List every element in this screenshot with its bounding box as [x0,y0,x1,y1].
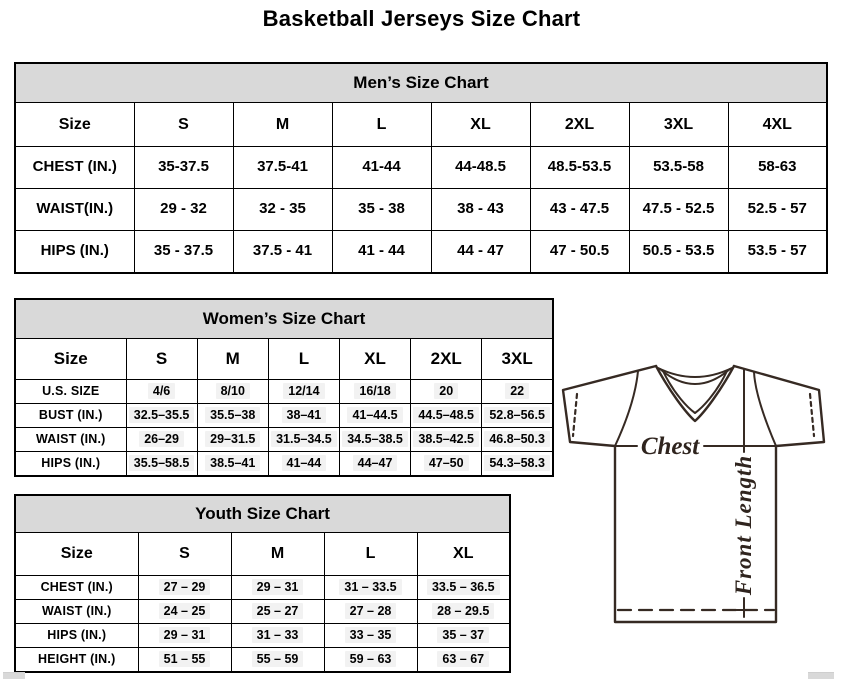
cell-value: 29 – 31 [252,579,304,595]
cell-value: 29–31.5 [205,431,260,447]
column-header: L [268,339,339,380]
page-title: Basketball Jerseys Size Chart [262,6,581,31]
cell: 50.5 - 53.5 [629,231,728,274]
cell-value: 33 – 35 [345,627,397,643]
cell-value: 38.5–42.5 [413,431,479,447]
cell: 52.5 - 57 [728,189,827,231]
cell-value: 35.5–58.5 [129,455,195,471]
column-header: Size [15,533,138,576]
cell [138,600,231,624]
cell [339,404,410,428]
table-header-row [15,103,827,147]
mens-table-title: Men’s Size Chart [15,63,827,103]
column-header: 2XL [530,103,629,147]
cell [126,404,197,428]
chest-label: Chest [640,433,700,460]
mens-size-table [14,62,828,274]
table-row [15,404,553,428]
cell-value: 34.5–38.5 [342,431,408,447]
cell-value: 31 – 33 [252,627,304,643]
cell-value: 44–47 [353,455,398,471]
cell: 35-37.5 [134,147,233,189]
cell: 41-44 [332,147,431,189]
column-header: S [126,339,197,380]
cell-value: 41–44 [282,455,327,471]
row-label: HIPS (IN.) [15,624,138,648]
cell [324,600,417,624]
cell [417,648,510,673]
column-header: 3XL [482,339,553,380]
cell: 35 - 37.5 [134,231,233,274]
cell [268,452,339,477]
cell [411,380,482,404]
cell [417,576,510,600]
cell: 47 - 50.5 [530,231,629,274]
scrollbar-fragment-right [808,672,834,679]
cell [126,452,197,477]
cell-value: 16/18 [354,383,395,399]
cell-value: 59 – 63 [345,651,397,667]
row-label: WAIST(IN.) [15,189,134,231]
cell-value: 8/10 [216,383,250,399]
cell: 53.5-58 [629,147,728,189]
cell-value: 47–50 [424,455,469,471]
cell [231,576,324,600]
cell-value: 41–44.5 [347,407,402,423]
cell: 32 - 35 [233,189,332,231]
column-header: XL [417,533,510,576]
womens-size-table [14,298,554,477]
cell [231,624,324,648]
row-label: WAIST (IN.) [15,600,138,624]
cell [411,428,482,452]
table-row [15,624,510,648]
cell-value: 20 [434,383,458,399]
column-header: M [231,533,324,576]
cell [339,452,410,477]
cell-value: 27 – 28 [345,603,397,619]
jersey-armhole-left [615,371,638,446]
row-label: BUST (IN.) [15,404,126,428]
cell-value: 22 [505,383,529,399]
cell: 38 - 43 [431,189,530,231]
cell-value: 32.5–35.5 [129,407,195,423]
cell [126,428,197,452]
cell: 44 - 47 [431,231,530,274]
row-label: HEIGHT (IN.) [15,648,138,673]
cell [324,648,417,673]
cell-value: 54.3–58.3 [484,455,550,471]
cell [411,404,482,428]
column-header: S [138,533,231,576]
table-row [15,576,510,600]
cell-value: 51 – 55 [159,651,211,667]
cell-value: 35.5–38 [205,407,260,423]
cell [231,648,324,673]
row-label: HIPS (IN.) [15,231,134,274]
cell-value: 31 – 33.5 [339,579,401,595]
table-row [15,428,553,452]
cell [482,428,553,452]
cell [339,380,410,404]
row-label: WAIST (IN.) [15,428,126,452]
cell-value: 4/6 [148,383,175,399]
column-header: Size [15,103,134,147]
table-row [15,380,553,404]
cell-value: 63 – 67 [437,651,489,667]
column-header: 2XL [411,339,482,380]
cell [197,380,268,404]
cell: 58-63 [728,147,827,189]
cell-value: 52.8–56.5 [484,407,550,423]
cell: 53.5 - 57 [728,231,827,274]
cell [482,404,553,428]
column-header: M [233,103,332,147]
cell: 35 - 38 [332,189,431,231]
cell [324,624,417,648]
cell [339,428,410,452]
table-row [15,147,827,189]
cell [417,600,510,624]
cell [231,600,324,624]
column-header: 4XL [728,103,827,147]
column-header: XL [431,103,530,147]
cell [417,624,510,648]
jersey-armhole-right [754,372,776,446]
cell: 47.5 - 52.5 [629,189,728,231]
cell: 44-48.5 [431,147,530,189]
cell [268,404,339,428]
cell-value: 28 – 29.5 [432,603,494,619]
table-row [15,231,827,274]
cell [138,576,231,600]
scrollbar-fragment-left [3,672,25,679]
cell: 29 - 32 [134,189,233,231]
cell-value: 29 – 31 [159,627,211,643]
cell: 43 - 47.5 [530,189,629,231]
cell: 48.5-53.5 [530,147,629,189]
cell-value: 38.5–41 [205,455,260,471]
column-header: XL [339,339,410,380]
cell [197,428,268,452]
cell [482,452,553,477]
table-row [15,452,553,477]
table-row [15,600,510,624]
column-header: L [324,533,417,576]
cell-value: 44.5–48.5 [413,407,479,423]
cell: 41 - 44 [332,231,431,274]
cell [482,380,553,404]
table-header-row [15,533,510,576]
table-row [15,648,510,673]
column-header: S [134,103,233,147]
jersey-outline [563,366,824,622]
jersey-cuff-dash-left [573,394,577,436]
cell-value: 46.8–50.3 [484,431,550,447]
cell-value: 33.5 – 36.5 [427,579,500,595]
youth-table-title: Youth Size Chart [15,495,510,533]
row-label: CHEST (IN.) [15,147,134,189]
cell-value: 38–41 [282,407,327,423]
table-header-row [15,339,553,380]
cell [411,452,482,477]
youth-size-table [14,494,511,673]
cell [268,380,339,404]
column-header: Size [15,339,126,380]
cell [126,380,197,404]
jersey-diagram [558,356,841,628]
cell [138,648,231,673]
row-label: HIPS (IN.) [15,452,126,477]
front-length-label: Front Length [731,454,756,596]
cell: 37.5-41 [233,147,332,189]
row-label: CHEST (IN.) [15,576,138,600]
cell [324,576,417,600]
cell-value: 31.5–34.5 [271,431,337,447]
womens-table-title: Women’s Size Chart [15,299,553,339]
cell-value: 26–29 [139,431,184,447]
cell [138,624,231,648]
column-header: L [332,103,431,147]
cell-value: 25 – 27 [252,603,304,619]
cell [197,404,268,428]
cell-value: 24 – 25 [159,603,211,619]
row-label: U.S. SIZE [15,380,126,404]
cell-value: 27 – 29 [159,579,211,595]
cell: 37.5 - 41 [233,231,332,274]
cell-value: 12/14 [283,383,324,399]
column-header: M [197,339,268,380]
jersey-cuff-dash-right [810,394,814,436]
cell-value: 35 – 37 [437,627,489,643]
cell [268,428,339,452]
column-header: 3XL [629,103,728,147]
cell [197,452,268,477]
cell-value: 55 – 59 [252,651,304,667]
table-row [15,189,827,231]
